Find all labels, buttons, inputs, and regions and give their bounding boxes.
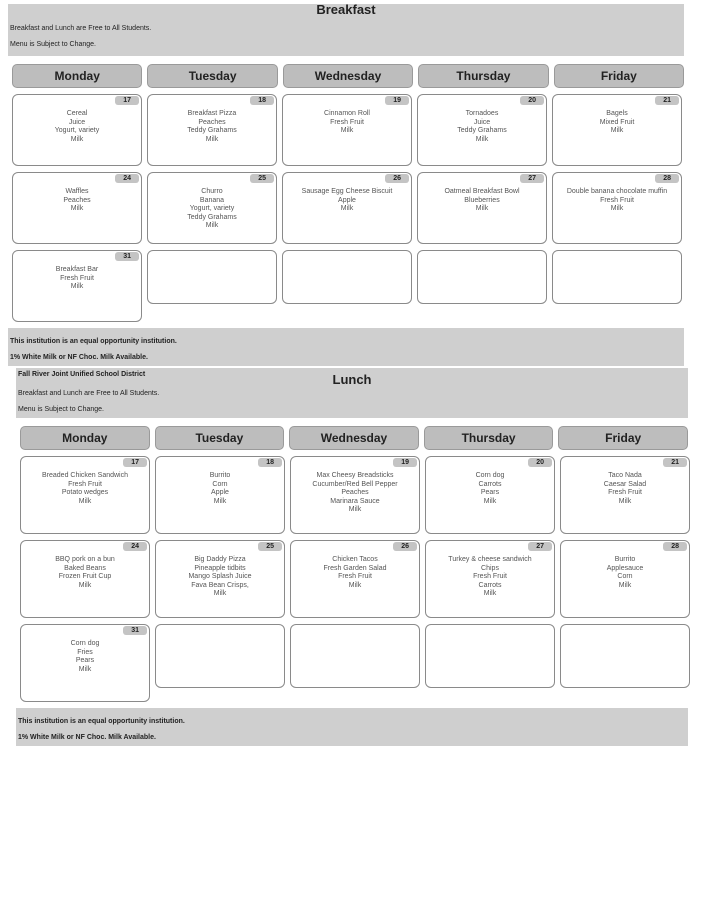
- menu-items: [422, 110, 542, 144]
- menu-item: Max Cheesy Breadsticks: [316, 472, 394, 479]
- menu-item: Milk: [610, 127, 624, 134]
- menu-item: Breakfast Bar: [55, 266, 99, 273]
- lunch-title: Lunch: [332, 372, 372, 387]
- lunch-menu: [16, 368, 688, 746]
- menu-day-cell: [155, 540, 285, 618]
- menu-item: Oatmeal Breakfast Bowl: [444, 188, 520, 195]
- weekday-header-row: [16, 426, 688, 450]
- menu-day-cell: [290, 456, 420, 534]
- menu-item: Teddy Grahams: [187, 213, 237, 221]
- menu-day-cell: [20, 540, 150, 618]
- empty-day-cell: [147, 250, 277, 304]
- menu-item: Waffles: [65, 188, 89, 195]
- empty-day-cell: [560, 624, 690, 688]
- menu-item: Turkey & cheese sandwich: [448, 556, 532, 563]
- menu-item: Sausage Egg Cheese Biscuit: [301, 188, 393, 195]
- menu-items: [295, 556, 415, 590]
- menu-day-cell: [417, 94, 547, 166]
- menu-item: Cucumber/Red Bell Pepper: [312, 480, 398, 488]
- menu-item: Fresh Garden Salad: [323, 564, 387, 572]
- menu-day-cell: [552, 172, 682, 244]
- date-number: 20: [528, 458, 552, 467]
- date-number: 25: [250, 174, 274, 183]
- menu-item: Fries: [77, 648, 93, 656]
- menu-day-cell: [20, 624, 150, 702]
- menu-item: Milk: [340, 205, 354, 212]
- menu-item: Milk: [348, 506, 362, 513]
- menu-item: Milk: [618, 581, 632, 589]
- menu-item: Milk: [348, 581, 362, 589]
- menu-item: Milk: [475, 135, 489, 143]
- menu-item: Mango Splash Juice: [188, 573, 252, 580]
- date-number: 28: [663, 542, 687, 551]
- lunch-footer-band: [16, 708, 688, 746]
- day-header-tuesday: Tuesday: [147, 64, 277, 88]
- menu-item: Banana: [199, 196, 225, 204]
- menu-item: Corn: [617, 573, 633, 580]
- menu-item: Yogurt, variety: [189, 205, 235, 212]
- menu-items: [565, 556, 685, 590]
- menu-day-cell: [552, 94, 682, 166]
- menu-item: Peaches: [341, 489, 369, 496]
- menu-items: [25, 640, 145, 674]
- menu-item: Milk: [78, 497, 92, 505]
- menu-items: [295, 472, 415, 515]
- date-number: 31: [115, 252, 139, 261]
- menu-items: [25, 556, 145, 590]
- menu-item: Milk: [483, 497, 497, 505]
- menu-items: [17, 266, 137, 292]
- menu-items: [557, 188, 677, 214]
- menu-item: Baked Beans: [64, 564, 106, 572]
- weekday-header-row: [8, 64, 684, 88]
- date-number: 28: [655, 174, 679, 183]
- menu-item: Fresh Fruit: [608, 489, 642, 496]
- menu-item: Peaches: [198, 118, 226, 126]
- equal-opportunity-note: This institution is an equal opportunity institution.: [10, 338, 177, 345]
- breakfast-menu: [8, 4, 684, 366]
- day-header-tuesday: Tuesday: [155, 426, 285, 450]
- date-number: 17: [115, 96, 139, 105]
- menu-item: Chicken Tacos: [332, 556, 378, 563]
- menu-day-cell: [12, 250, 142, 322]
- date-number: 21: [663, 458, 687, 467]
- date-number: 19: [385, 96, 409, 105]
- menu-items: [430, 556, 550, 599]
- menu-item: Milk: [70, 205, 84, 212]
- menu-item: Carrots: [478, 480, 502, 488]
- date-number: 31: [123, 626, 147, 635]
- menu-item: Fava Bean Crisps,: [191, 581, 249, 589]
- milk-availability-note: 1% White Milk or NF Choc. Milk Available.: [18, 734, 156, 741]
- date-number: 26: [385, 174, 409, 183]
- date-number: 27: [528, 542, 552, 551]
- menu-item: Mixed Fruit: [599, 118, 635, 126]
- menu-day-cell: [560, 456, 690, 534]
- menu-item: Milk: [475, 205, 489, 212]
- menu-item: Fresh Fruit: [60, 274, 94, 282]
- menu-day-cell: [155, 456, 285, 534]
- date-number: 27: [520, 174, 544, 183]
- menu-item: Chips: [481, 564, 499, 572]
- menu-item: Corn: [212, 480, 228, 488]
- menu-items: [287, 188, 407, 214]
- breakfast-title: Breakfast: [316, 2, 376, 17]
- menu-item: Milk: [70, 135, 84, 143]
- menu-day-cell: [417, 172, 547, 244]
- menu-day-cell: [12, 94, 142, 166]
- menu-item: Corn dog: [70, 640, 100, 647]
- date-number: 18: [258, 458, 282, 467]
- menu-item: Milk: [205, 222, 219, 229]
- menu-item: Tornadoes: [465, 110, 499, 117]
- menu-item: Cinnamon Roll: [324, 110, 370, 117]
- menu-day-cell: [282, 172, 412, 244]
- empty-day-cell: [417, 250, 547, 304]
- menu-item: Yogurt, variety: [54, 127, 100, 134]
- menu-change-note: Menu is Subject to Change.: [18, 406, 104, 413]
- menu-item: Pears: [75, 657, 95, 664]
- menu-items: [422, 188, 542, 214]
- lunch-calendar-grid: [16, 456, 688, 702]
- menu-day-cell: [560, 540, 690, 618]
- menu-items: [25, 472, 145, 506]
- breakfast-calendar-grid: [8, 94, 684, 322]
- menu-item: Teddy Grahams: [187, 127, 237, 134]
- menu-day-cell: [147, 172, 277, 244]
- date-number: 17: [123, 458, 147, 467]
- menu-item: Potato wedges: [61, 489, 109, 496]
- date-number: 20: [520, 96, 544, 105]
- date-number: 24: [115, 174, 139, 183]
- menu-day-cell: [147, 94, 277, 166]
- menu-items: [160, 472, 280, 506]
- breakfast-header-band: [8, 4, 684, 56]
- menu-item: Bagels: [606, 110, 628, 117]
- day-header-monday: Monday: [20, 426, 150, 450]
- menu-items: [430, 472, 550, 506]
- menu-items: [565, 472, 685, 506]
- menu-item: Breaded Chicken Sandwich: [42, 472, 128, 479]
- menu-items: [557, 110, 677, 136]
- menu-item: Caesar Salad: [603, 480, 647, 488]
- menu-item: Milk: [70, 283, 84, 290]
- menu-item: Milk: [205, 135, 219, 143]
- menu-item: Peaches: [63, 196, 91, 204]
- menu-item: Taco Nada: [608, 472, 642, 479]
- menu-item: Fresh Fruit: [600, 196, 634, 204]
- menu-item: Milk: [78, 665, 92, 673]
- menu-item: Breakfast Pizza: [187, 110, 237, 117]
- lunch-header-band: [16, 368, 688, 418]
- menu-item: Double banana chocolate muffin: [566, 188, 668, 195]
- menu-item: Juice: [473, 118, 491, 126]
- menu-item: Milk: [340, 127, 354, 134]
- date-number: 21: [655, 96, 679, 105]
- date-number: 19: [393, 458, 417, 467]
- day-header-thursday: Thursday: [418, 64, 548, 88]
- menu-item: Applesauce: [606, 564, 644, 572]
- menu-item: Pineapple tidbits: [194, 564, 246, 572]
- menu-items: [160, 556, 280, 599]
- milk-availability-note: 1% White Milk or NF Choc. Milk Available.: [10, 354, 148, 361]
- menu-day-cell: [20, 456, 150, 534]
- menu-item: Milk: [213, 497, 227, 505]
- date-number: 24: [123, 542, 147, 551]
- menu-item: Teddy Grahams: [457, 127, 507, 134]
- day-header-wednesday: Wednesday: [283, 64, 413, 88]
- day-header-thursday: Thursday: [424, 426, 554, 450]
- day-header-wednesday: Wednesday: [289, 426, 419, 450]
- free-meals-note: Breakfast and Lunch are Free to All Students.: [18, 390, 160, 397]
- menu-item: Burrito: [209, 472, 231, 479]
- menu-item: Milk: [618, 497, 632, 505]
- free-meals-note: Breakfast and Lunch are Free to All Students.: [10, 25, 152, 32]
- menu-item: Apple: [211, 489, 229, 496]
- menu-items: [287, 110, 407, 136]
- menu-item: Milk: [483, 590, 497, 597]
- menu-item: Blueberries: [464, 196, 500, 204]
- menu-day-cell: [425, 540, 555, 618]
- menu-item: Frozen Fruit Cup: [58, 573, 112, 580]
- day-header-monday: Monday: [12, 64, 142, 88]
- menu-day-cell: [12, 172, 142, 244]
- date-number: 25: [258, 542, 282, 551]
- menu-item: Fresh Fruit: [338, 573, 372, 580]
- menu-items: [152, 110, 272, 144]
- menu-day-cell: [425, 456, 555, 534]
- menu-items: [17, 110, 137, 144]
- menu-item: Churro: [201, 188, 223, 195]
- menu-items: [17, 188, 137, 214]
- day-header-friday: Friday: [558, 426, 688, 450]
- menu-item: Fresh Fruit: [330, 118, 364, 126]
- menu-item: Milk: [213, 590, 227, 597]
- menu-item: Apple: [338, 196, 356, 204]
- menu-day-cell: [290, 540, 420, 618]
- empty-day-cell: [155, 624, 285, 688]
- equal-opportunity-note: This institution is an equal opportunity institution.: [18, 718, 185, 725]
- day-header-friday: Friday: [554, 64, 684, 88]
- district-name: Fall River Joint Unified School District: [18, 371, 146, 378]
- menu-item: Juice: [68, 118, 86, 126]
- empty-day-cell: [552, 250, 682, 304]
- date-number: 26: [393, 542, 417, 551]
- menu-item: Pears: [480, 489, 500, 496]
- menu-item: Burrito: [614, 556, 636, 563]
- date-number: 18: [250, 96, 274, 105]
- empty-day-cell: [290, 624, 420, 688]
- menu-item: Big Daddy Pizza: [194, 556, 246, 563]
- breakfast-footer-band: [8, 328, 684, 366]
- menu-change-note: Menu is Subject to Change.: [10, 41, 96, 48]
- menu-item: Fresh Fruit: [68, 480, 102, 488]
- menu-item: Milk: [610, 205, 624, 212]
- menu-item: Fresh Fruit: [473, 573, 507, 580]
- menu-item: Cereal: [66, 110, 88, 117]
- menu-day-cell: [282, 94, 412, 166]
- empty-day-cell: [282, 250, 412, 304]
- menu-item: Milk: [78, 581, 92, 589]
- menu-items: [152, 188, 272, 231]
- menu-item: Carrots: [478, 581, 502, 589]
- empty-day-cell: [425, 624, 555, 688]
- menu-item: Marinara Sauce: [330, 497, 380, 505]
- menu-item: BBQ pork on a bun: [55, 556, 115, 563]
- menu-item: Corn dog: [475, 472, 505, 479]
